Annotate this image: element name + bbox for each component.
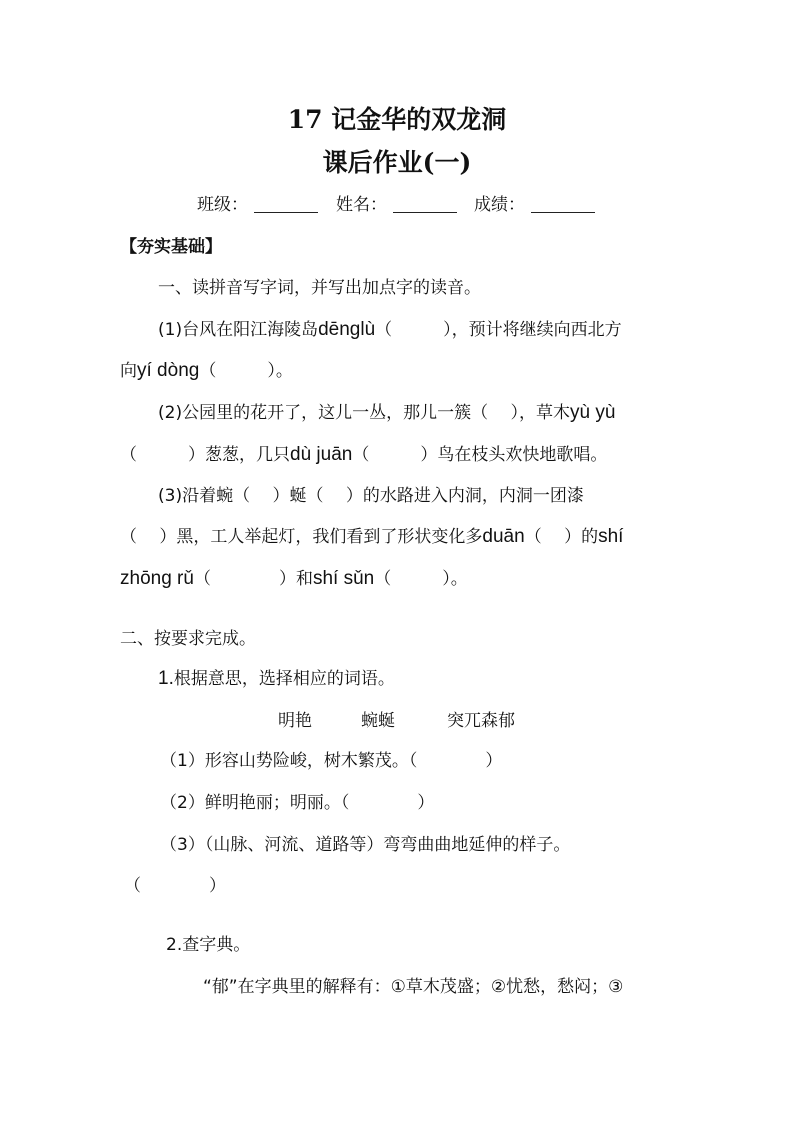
field-score: 成绩：: [474, 190, 595, 215]
field-class: 班级：: [197, 190, 318, 215]
pinyin: yí dòng: [137, 360, 200, 381]
sub2-heading: 2.查字典。: [166, 935, 251, 955]
q3-line2: （ ）黑，工人举起灯，我们看到了形状变化多duān（ ）的shí: [120, 526, 624, 547]
field-name: 姓名：: [336, 190, 457, 215]
sub2-line: “郁”在字典里的解释有：①草木茂盛；②忧愁，愁闷；③: [203, 977, 624, 997]
option-word: 蜿蜒: [361, 711, 395, 731]
q3-line1: (3)沿着蜿（ ）蜒（ ）的水路进入内洞，内洞一团漆: [158, 486, 584, 506]
sub1-heading: 1.根据意思，选择相应的词语。: [158, 668, 395, 689]
class-blank[interactable]: [254, 194, 318, 213]
q1-line2: 向yí dòng（ ）。: [120, 360, 293, 381]
section-tag: 【夯实基础】: [120, 237, 222, 257]
option-word: 明艳: [278, 711, 312, 731]
pinyin: shí: [598, 526, 624, 547]
part2-heading: 二、按要求完成。: [120, 629, 256, 649]
sub1-item-1: （1）形容山势险峻，树木繁茂。（ ）: [160, 751, 503, 771]
pinyin: dēnglù: [318, 319, 376, 340]
pinyin: duān: [482, 526, 525, 547]
sub1-item-3-blank: （ ）: [124, 876, 226, 896]
pinyin: yù yù: [569, 402, 616, 423]
score-blank[interactable]: [531, 194, 595, 213]
q2-line2: （ ）葱葱，几只dù juān（ ）鸟在枝头欢快地歌唱。: [120, 444, 608, 465]
q3-line3: zhōng rǔ（ ）和shí sǔn（ ）。: [120, 568, 468, 589]
pinyin: shí sǔn: [312, 568, 375, 589]
pinyin: dù juān: [290, 444, 353, 465]
page-subtitle: 课后作业(一): [322, 148, 472, 177]
part1-heading: 一、读拼音写字词，并写出加点字的读音。: [158, 278, 481, 298]
sub1-item-2: （2）鲜明艳丽；明丽。（ ）: [160, 793, 435, 813]
sub1-item-3: （3）（山脉、河流、道路等）弯弯曲曲地延伸的样子。: [160, 835, 571, 855]
pinyin: zhōng rǔ: [120, 568, 194, 589]
q1-line1: (1)台风在阳江海陵岛dēnglù（ ），预计将继续向西北方: [158, 319, 622, 340]
q2-line1: (2)公园里的花开了，这儿一丛，那儿一簇（ ），草木yù yù: [158, 402, 616, 423]
option-word: 突兀森郁: [447, 711, 515, 731]
name-blank[interactable]: [393, 194, 457, 213]
page-title: 17 记金华的双龙洞: [287, 105, 507, 134]
